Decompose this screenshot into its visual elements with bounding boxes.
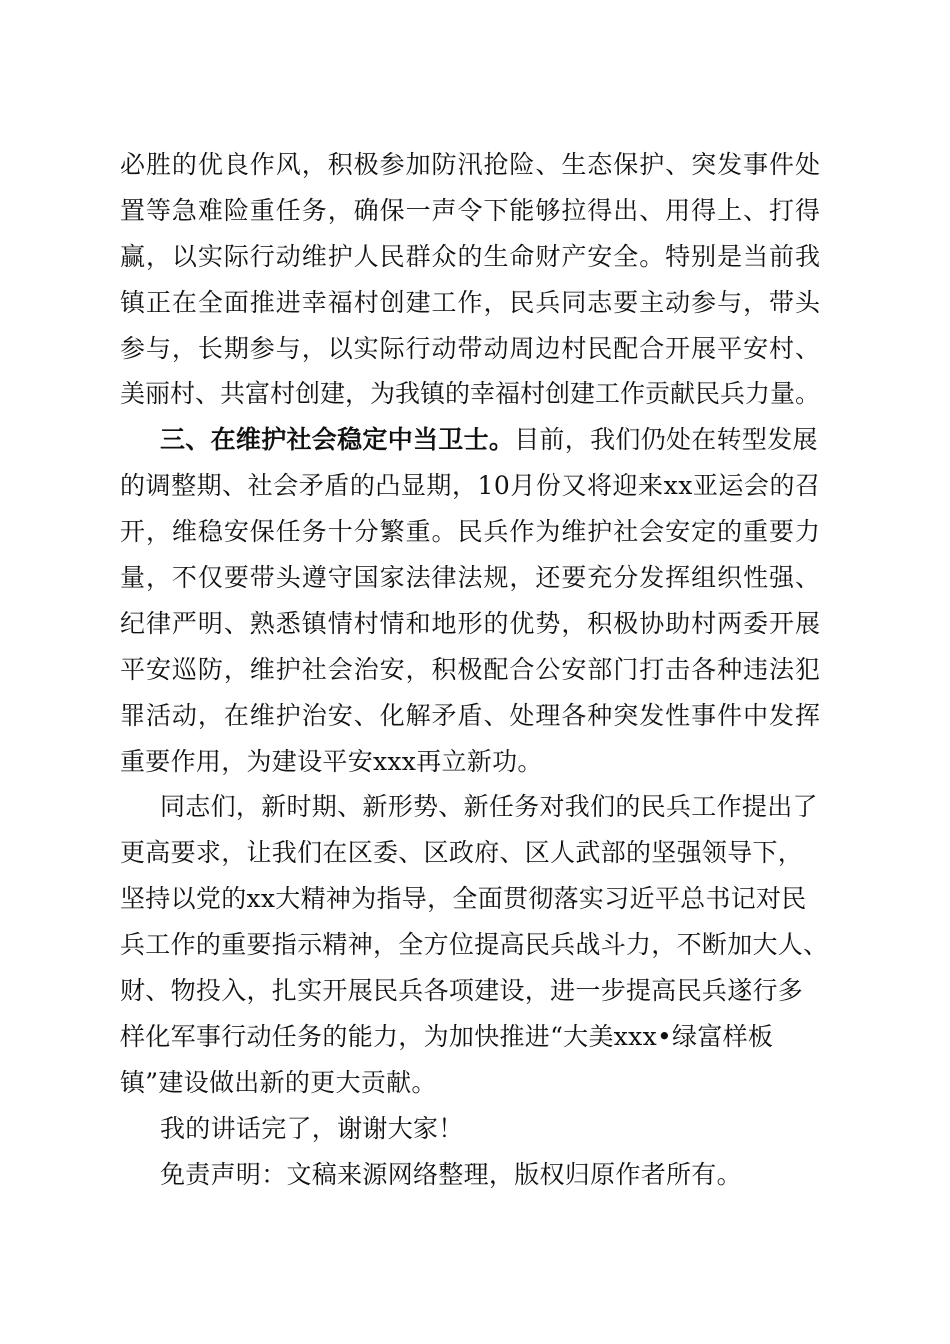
text-line: 样化军事行动任务的能力，为加快推进“大美xxx•绿富样板	[120, 1021, 774, 1051]
closing-remark: 我的讲话完了，谢谢大家！	[160, 1113, 464, 1143]
text-line: 开，维稳安保任务十分繁重。民兵作为维护社会安定的重要力	[120, 517, 821, 547]
text-line: 量，不仅要带头遵守国家法律法规，还要充分发挥组织性强、	[120, 563, 821, 593]
text-line: 必胜的优良作风，积极参加防汛抢险、生态保护、突发事件处	[120, 150, 821, 179]
disclaimer: 免责声明：文稿来源网络整理，版权归原作者所有。	[160, 1159, 742, 1189]
text-line: 的调整期、社会矛盾的凸显期，10月份又将迎来xx亚运会的召	[120, 471, 821, 501]
text-line: 三、在维护社会稳定中当卫士。 目前，我们仍处在转型发展	[120, 417, 820, 463]
text-line: 镇正在全面推进幸福村创建工作，民兵同志要主动参与，带头	[120, 287, 821, 317]
text-line: 坚持以党的xx大精神为指导，全面贯彻落实习近平总书记对民	[120, 884, 807, 914]
text-line: 更高要求，让我们在区委、区政府、区人武部的坚强领导下，	[120, 838, 804, 868]
text-line: 美丽村、共富村创建，为我镇的幸福村创建工作贡献民兵力量。	[120, 379, 820, 409]
paragraph-3	[120, 784, 829, 1105]
text-line: 重要作用，为建设平安xxx再立新功。	[120, 746, 543, 776]
paragraph-1	[120, 142, 820, 417]
text-line: 同志们，新时期、新形势、新任务对我们的民兵工作提出了	[160, 792, 818, 822]
text-line: 赢，以实际行动维护人民群众的生命财产安全。特别是当前我	[120, 241, 821, 271]
text-line: 兵工作的重要指示精神，全方位提高民兵战斗力，不断加大人、	[120, 930, 829, 960]
document-body	[120, 142, 829, 1197]
text-line: 财、物投入，扎实开展民兵各项建设，进一步提高民兵遂行多	[120, 976, 804, 1006]
text-line: 平安巡防，维护社会治安，积极配合公安部门打击各种违法犯	[120, 654, 821, 684]
text-line: 罪活动，在维护治安、化解矛盾、处理各种突发性事件中发挥	[120, 700, 821, 730]
text-line: 置等急难险重任务，确保一声令下能够拉得出、用得上、打得	[120, 195, 821, 225]
section-heading: 三、在维护社会稳定中当卫士。	[160, 425, 515, 455]
text-line: 镇”建设做出新的更大贡献。	[120, 1067, 437, 1097]
text-line: 参与，长期参与，以实际行动带动周边村民配合开展平安村、	[120, 333, 821, 363]
text-line: 纪律严明、熟悉镇情村情和地形的优势，积极协助村两委开展	[120, 608, 821, 638]
paragraph-2	[120, 417, 820, 784]
